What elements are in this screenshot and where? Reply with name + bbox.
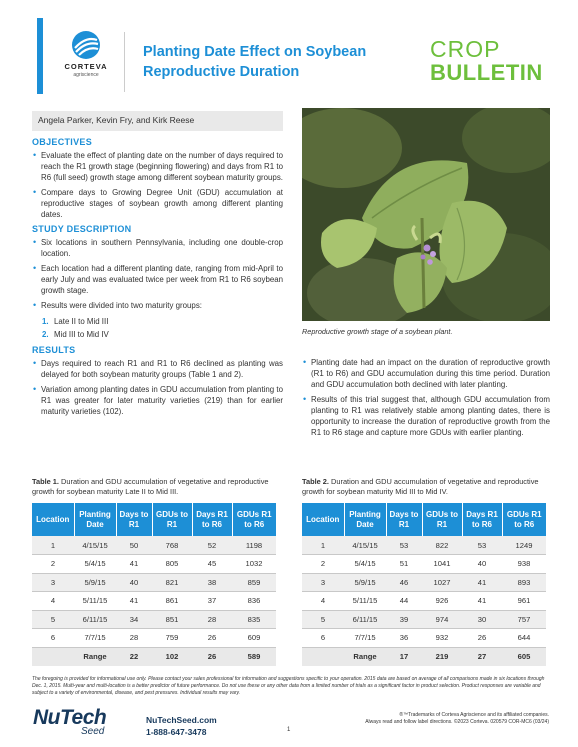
table-cell: 26 <box>462 629 502 648</box>
table-cell: Range <box>344 647 386 666</box>
table-cell: 45 <box>192 555 232 574</box>
soybean-plant-photo <box>302 108 550 321</box>
results-list <box>32 358 283 417</box>
table-cell: 27 <box>462 647 502 666</box>
objectives-heading: OBJECTIVES <box>32 137 93 147</box>
nutech-wordmark: NuTech <box>33 706 107 729</box>
table-cell: 759 <box>152 629 192 648</box>
range-row <box>32 647 276 666</box>
table-header-row <box>302 503 546 536</box>
table-cell: 1198 <box>232 536 276 555</box>
left-column <box>32 137 283 421</box>
authors-bar: Angela Parker, Kevin Fry, and Kirk Reese <box>32 111 283 131</box>
table-row <box>32 592 276 611</box>
table-cell: 4/15/15 <box>344 536 386 555</box>
table-cell: 3 <box>32 573 74 592</box>
table-cell: 53 <box>386 536 422 555</box>
brand-wordmark: CORTEVA <box>64 62 108 71</box>
column-header: GDUs R1 to R6 <box>232 503 276 536</box>
table-cell: 1249 <box>502 536 546 555</box>
table-cell: 4 <box>32 592 74 611</box>
table-row <box>32 573 276 592</box>
table-cell: 5 <box>302 610 344 629</box>
table-cell: 37 <box>192 592 232 611</box>
study-list <box>32 237 283 311</box>
table-cell: 53 <box>462 536 502 555</box>
table-cell: 219 <box>422 647 462 666</box>
table-row <box>32 536 276 555</box>
list-item: • Compare days to Growing Degree Unit (GDU) accumulation at reproductive stages of soybean growth among different planting dates. <box>32 187 283 220</box>
table-cell: 5/9/15 <box>344 573 386 592</box>
table-cell: 609 <box>232 629 276 648</box>
table-cell: 7/7/15 <box>344 629 386 648</box>
table-row <box>302 536 546 555</box>
disclaimer: The foregoing is provided for informational use only. Please contact your sales professional for information and suggestions specific to your operation. 2015 data are based on average of all comparisons made in six locations through Dec. 1, 2015. Multi-year and multi-location is a better predictor of future performance. Do not use these or any other data from a limited number of trials as a significant factor in product selection. Product responses are variable and subject to a variety of environmental, disease, and pest pressures. Individual results may vary. <box>32 676 545 696</box>
table-cell: 961 <box>502 592 546 611</box>
table-row <box>302 610 546 629</box>
table-cell: 41 <box>462 573 502 592</box>
table-cell: 805 <box>152 555 192 574</box>
table-cell: 589 <box>232 647 276 666</box>
list-item: 2. Mid III to Mid IV <box>42 330 109 339</box>
column-header: Planting Date <box>344 503 386 536</box>
table-cell: 17 <box>386 647 422 666</box>
table-cell: 644 <box>502 629 546 648</box>
table-cell: 34 <box>116 610 152 629</box>
table-cell: 52 <box>192 536 232 555</box>
table-header-row <box>32 503 276 536</box>
list-item: • Days required to reach R1 and R1 to R6 declined as planting was delayed for both soybean maturity groups (Table 1 and 2). <box>32 358 283 380</box>
list-item: • Planting date had an impact on the duration of reproductive growth (R1 to R6) and GDU accumulation during this time period. Duration and GDU accumulation both declined with later planting. <box>302 357 550 390</box>
list-item: • Results were divided into two maturity groups: <box>32 300 283 311</box>
column-header: Days R1 to R6 <box>462 503 502 536</box>
table1 <box>32 503 276 666</box>
table-cell: 30 <box>462 610 502 629</box>
list-item: 1. Late II to Mid III <box>42 317 109 326</box>
table-cell: 36 <box>386 629 422 648</box>
table-cell: 102 <box>152 647 192 666</box>
table-row <box>302 555 546 574</box>
table-cell: 5/11/15 <box>74 592 116 611</box>
table-cell: 821 <box>152 573 192 592</box>
list-item: • Evaluate the effect of planting date on the number of days required to reach the R1 growth stage (beginning flowering) and days from R1 to R6 (full seed) growth stage among different soybean maturity groups. <box>32 150 283 183</box>
table-cell: 1032 <box>232 555 276 574</box>
table-cell <box>302 647 344 666</box>
column-header: Location <box>302 503 344 536</box>
table-cell <box>32 647 74 666</box>
table-cell: 28 <box>116 629 152 648</box>
table-cell: 4 <box>302 592 344 611</box>
seed-wordmark: Seed <box>81 726 105 737</box>
table-cell: 7/7/15 <box>74 629 116 648</box>
table-row <box>302 573 546 592</box>
header-divider <box>124 32 125 92</box>
table-cell: 5/4/15 <box>344 555 386 574</box>
nutech-seed-logo <box>33 707 106 737</box>
header-accent-bar <box>37 18 43 94</box>
table-cell: 768 <box>152 536 192 555</box>
table-cell: 5/11/15 <box>344 592 386 611</box>
table-cell: 6/11/15 <box>74 610 116 629</box>
table-cell: 938 <box>502 555 546 574</box>
range-row <box>302 647 546 666</box>
photo-caption: Reproductive growth stage of a soybean plant. <box>302 327 453 336</box>
table-cell: 836 <box>232 592 276 611</box>
table1-caption: Table 1. Duration and GDU accumulation of vegetative and reproductive growth for soybean maturity Late II to Mid III. <box>32 477 269 496</box>
table-cell: 893 <box>502 573 546 592</box>
study-heading: STUDY DESCRIPTION <box>32 224 132 234</box>
list-item: • Results of this trial suggest that, although GDU accumulation from planting to R1 was relatively stable among planting dates, there is opportunity to increase the duration of reproductive growth from the R1 to R6 stage and capture more GDUs with earlier planting. <box>302 394 550 438</box>
table-cell: 40 <box>462 555 502 574</box>
maturity-groups-list <box>42 315 283 341</box>
table-cell: 4/15/15 <box>74 536 116 555</box>
column-header: GDUs to R1 <box>152 503 192 536</box>
table-cell: 46 <box>386 573 422 592</box>
table-cell: 974 <box>422 610 462 629</box>
column-header: Planting Date <box>74 503 116 536</box>
table-cell: 605 <box>502 647 546 666</box>
objectives-list <box>32 150 283 220</box>
list-item: • Six locations in southern Pennsylvania, including one double-crop location. <box>32 237 283 259</box>
table-cell: 757 <box>502 610 546 629</box>
table-cell: 859 <box>232 573 276 592</box>
table-cell: 50 <box>116 536 152 555</box>
column-header: GDUs R1 to R6 <box>502 503 546 536</box>
table-cell: 1027 <box>422 573 462 592</box>
table-cell: 41 <box>116 592 152 611</box>
table-cell: 41 <box>462 592 502 611</box>
page-title: Planting Date Effect on Soybean Reproductive Duration <box>143 44 367 80</box>
table-cell: 26 <box>192 647 232 666</box>
table-cell: 5/9/15 <box>74 573 116 592</box>
table-cell: 6/11/15 <box>344 610 386 629</box>
right-column <box>302 357 550 442</box>
table-cell: 1041 <box>422 555 462 574</box>
table-cell: 5/4/15 <box>74 555 116 574</box>
phone-number: 1-888-647-3478 <box>146 727 207 737</box>
table-cell: 2 <box>302 555 344 574</box>
table-cell: Range <box>74 647 116 666</box>
corteva-logo <box>58 30 114 78</box>
table-cell: 851 <box>152 610 192 629</box>
table-cell: 1 <box>32 536 74 555</box>
table-cell: 932 <box>422 629 462 648</box>
results-heading: RESULTS <box>32 345 76 355</box>
page-number: 1 <box>287 727 291 733</box>
table-cell: 39 <box>386 610 422 629</box>
table-row <box>302 592 546 611</box>
column-header: Location <box>32 503 74 536</box>
table-cell: 6 <box>32 629 74 648</box>
table-cell: 822 <box>422 536 462 555</box>
list-item: • Variation among planting dates in GDU accumulation from planting to R1 was greater for later maturity varieties (219) than for earlier maturity varieties (102). <box>32 384 283 417</box>
table-cell: 6 <box>302 629 344 648</box>
table-row <box>302 629 546 648</box>
table2 <box>302 503 546 666</box>
table-cell: 38 <box>192 573 232 592</box>
brand-sub: agriscience <box>73 72 99 78</box>
table-cell: 1 <box>302 536 344 555</box>
table-cell: 835 <box>232 610 276 629</box>
table-cell: 3 <box>302 573 344 592</box>
table-cell: 26 <box>192 629 232 648</box>
results-continued-list <box>302 357 550 438</box>
column-header: Days to R1 <box>386 503 422 536</box>
contact-info <box>146 714 217 738</box>
table-row <box>32 555 276 574</box>
table2-caption: Table 2. Duration and GDU accumulation of vegetative and reproductive growth for soybean maturity Mid III to Mid IV. <box>302 477 539 496</box>
corteva-emblem-icon <box>71 30 101 60</box>
table-cell: 926 <box>422 592 462 611</box>
crop-label: CROP <box>430 36 501 62</box>
website-link[interactable]: NuTechSeed.com <box>146 715 217 725</box>
column-header: Days R1 to R6 <box>192 503 232 536</box>
table-cell: 44 <box>386 592 422 611</box>
table-cell: 28 <box>192 610 232 629</box>
list-item: • Each location had a different planting date, ranging from mid-April to early July and was evaluated twice per week from R1 to R6 soybean growth stage. <box>32 263 283 296</box>
table-cell: 2 <box>32 555 74 574</box>
column-header: Days to R1 <box>116 503 152 536</box>
table-cell: 5 <box>32 610 74 629</box>
table-cell: 41 <box>116 555 152 574</box>
table-cell: 22 <box>116 647 152 666</box>
bulletin-label: BULLETIN <box>430 60 543 85</box>
table-cell: 40 <box>116 573 152 592</box>
table-row <box>32 610 276 629</box>
trademark-notice: ®™Trademarks of Corteva Agriscience and its affiliated companies. Always read and follow label directions. ©2023 Corteva. 020579 COR-MC6 (03/24) <box>365 712 549 725</box>
table-cell: 861 <box>152 592 192 611</box>
table-cell: 51 <box>386 555 422 574</box>
column-header: GDUs to R1 <box>422 503 462 536</box>
table-row <box>32 629 276 648</box>
